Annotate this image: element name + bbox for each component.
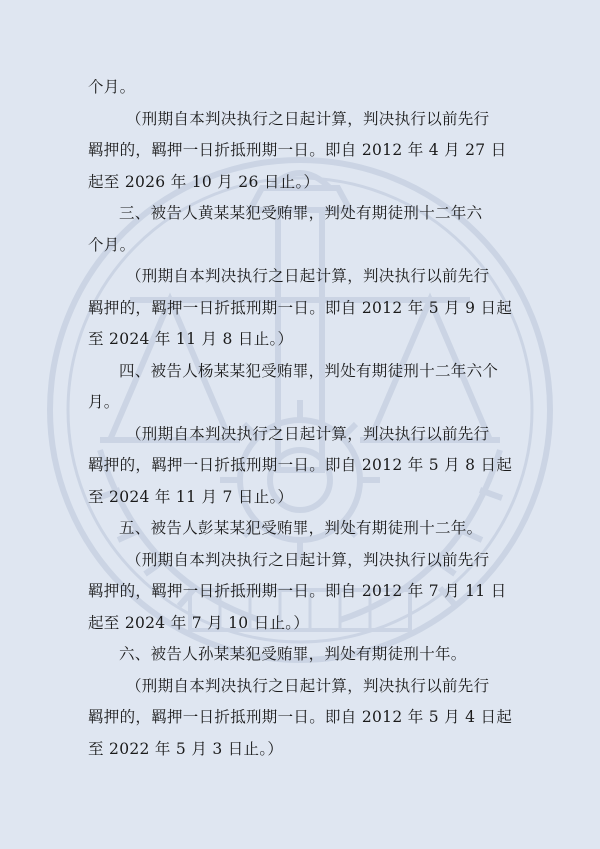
text-line: 六、被告人孙某某犯受贿罪，判处有期徒刑十年。 <box>119 645 467 663</box>
text-line: 羁押的，羁押一日折抵刑期一日。即自 2012 年 4 月 27 日 <box>88 141 507 159</box>
text-line: 个月。 <box>88 78 136 96</box>
text-line: 羁押的，羁押一日折抵刑期一日。即自 2012 年 7 月 11 日 <box>88 582 507 600</box>
document-body <box>88 72 528 765</box>
text-line: 至 2022 年 5 月 3 日止。） <box>88 739 284 758</box>
text-line: （刑期自本判决执行之日起计算，判决执行以前先行 <box>126 109 490 128</box>
text-line: （刑期自本判决执行之日起计算，判决执行以前先行 <box>126 267 490 285</box>
text-line: 起至 2024 年 7 月 10 日止。） <box>88 613 310 632</box>
text-line: 羁押的，羁押一日折抵刑期一日。即自 2012 年 5 月 8 日起 <box>88 456 513 474</box>
text-line: 个月。 <box>88 235 136 254</box>
text-line: 羁押的，羁押一日折抵刑期一日。即自 2012 年 5 月 9 日起 <box>88 298 513 317</box>
text-line: 至 2024 年 11 月 7 日止。） <box>88 487 294 506</box>
text-line: 月。 <box>88 393 120 411</box>
text-line: （刑期自本判决执行之日起计算，判决执行以前先行 <box>126 424 490 443</box>
text-line: 五、被告人彭某某犯受贿罪，判处有期徒刑十二年。 <box>119 519 483 537</box>
text-line: 羁押的，羁押一日折抵刑期一日。即自 2012 年 5 月 4 日起 <box>88 708 513 726</box>
text-line: 起至 2026 年 10 月 26 日止。） <box>88 172 320 191</box>
text-line: 至 2024 年 11 月 8 日止。） <box>88 330 294 348</box>
text-line: 三、被告人黄某某犯受贿罪，判处有期徒刑十二年六 <box>119 204 483 222</box>
text-line: （刑期自本判决执行之日起计算，判决执行以前先行 <box>126 550 490 569</box>
text-line: （刑期自本判决执行之日起计算，判决执行以前先行 <box>126 676 490 695</box>
text-line: 四、被告人杨某某犯受贿罪，判处有期徒刑十二年六个 <box>119 361 499 380</box>
